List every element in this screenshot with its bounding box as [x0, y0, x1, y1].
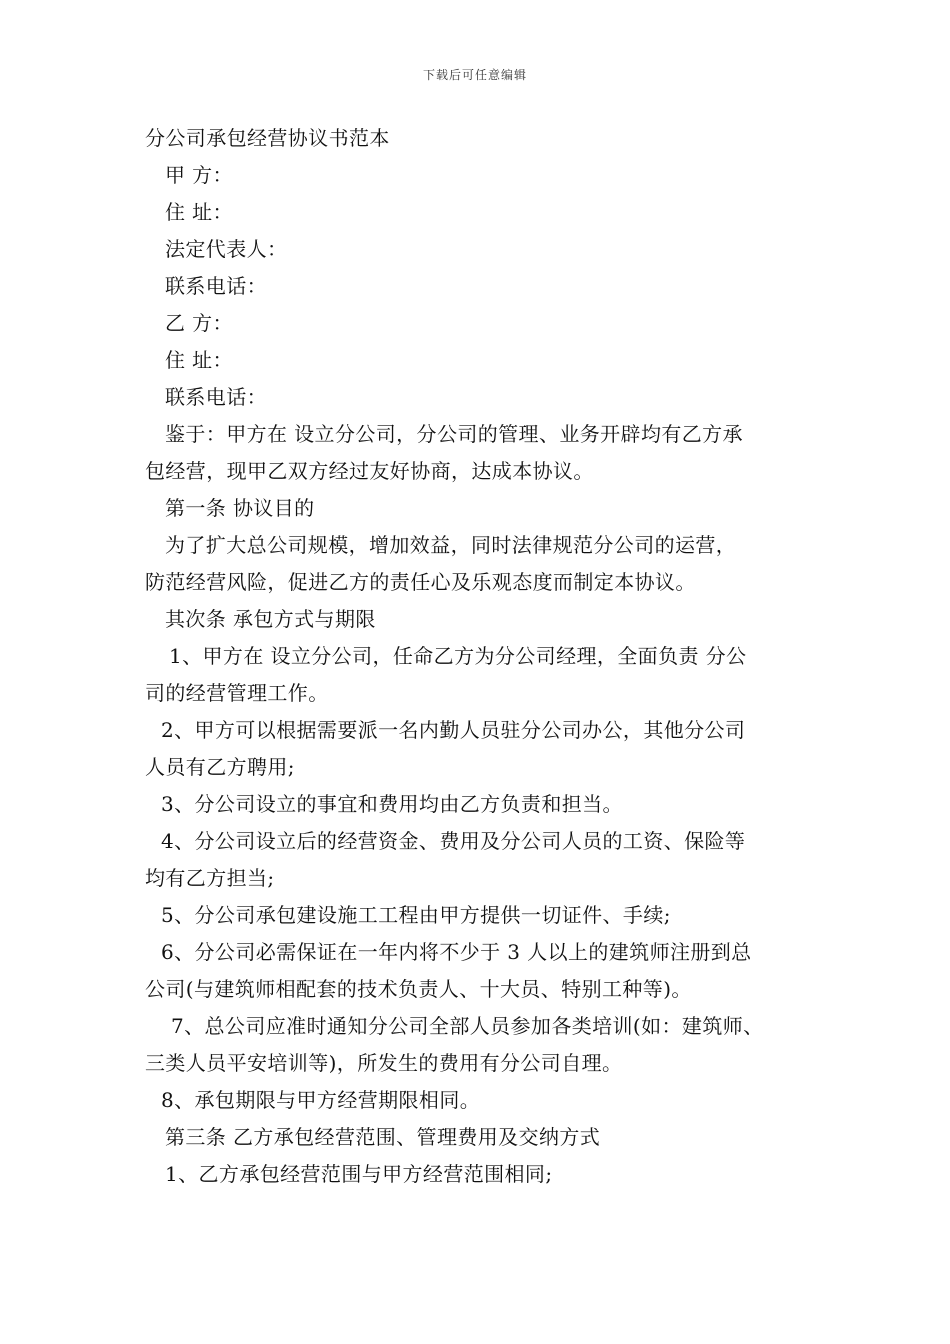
paragraph-line: 人员有乙方聘用; [145, 755, 295, 779]
paragraph-line: 三类人员平安培训等)，所发生的费用有分公司自理。 [145, 1051, 623, 1075]
paragraph-line: 公司(与建筑师相配套的技术负责人、十大员、特别工种等)。 [145, 977, 692, 1001]
paragraph-line: 为了扩大总公司规模，增加效益，同时法律规范分公司的运营， [165, 533, 737, 557]
party-b-phone: 联系电话： [165, 385, 267, 409]
legal-representative: 法定代表人： [165, 237, 288, 261]
clause-item: 8、承包期限与甲方经营期限相同。 [161, 1088, 481, 1112]
clause-item: 3、分公司设立的事宜和费用均由乙方负责和担当。 [161, 792, 623, 816]
party-b-label: 乙 方： [165, 311, 233, 335]
section-heading: 第一条 协议目的 [165, 496, 315, 520]
clause-item: 1、乙方承包经营范围与甲方经营范围相同; [165, 1162, 553, 1186]
clause-item: 2、甲方可以根据需要派一名内勤人员驻分公司办公，其他分公司 [161, 718, 746, 742]
clause-item: 7、总公司应准时通知分公司全部人员参加各类培训(如：建筑师、 [171, 1014, 764, 1038]
party-a-label: 甲 方： [165, 163, 233, 187]
section-heading: 第三条 乙方承包经营范围、管理费用及交纳方式 [165, 1125, 601, 1149]
paragraph-line: 司的经营管理工作。 [145, 681, 329, 705]
document-title: 分公司承包经营协议书范本 [145, 126, 390, 150]
section-heading: 其次条 承包方式与期限 [165, 607, 376, 631]
paragraph-line: 防范经营风险，促进乙方的责任心及乐观态度而制定本协议。 [145, 570, 696, 594]
clause-item: 6、分公司必需保证在一年内将不少于 3 人以上的建筑师注册到总 [161, 940, 752, 964]
clause-item: 1、甲方在 设立分公司，任命乙方为分公司经理，全面负责 分公 [169, 644, 747, 668]
paragraph-line: 均有乙方担当; [145, 866, 275, 890]
party-a-phone: 联系电话： [165, 274, 267, 298]
party-a-address: 住 址： [165, 200, 233, 224]
paragraph-line: 鉴于：甲方在 设立分公司，分公司的管理、业务开辟均有乙方承 [165, 422, 743, 446]
clause-item: 5、分公司承包建设施工工程由甲方提供一切证件、手续; [161, 903, 671, 927]
paragraph-line: 包经营，现甲乙双方经过友好协商，达成本协议。 [145, 459, 594, 483]
party-b-address: 住 址： [165, 348, 233, 372]
document-body [145, 120, 815, 1193]
clause-item: 4、分公司设立后的经营资金、费用及分公司人员的工资、保险等 [161, 829, 746, 853]
page-header: 下载后可任意编辑 [422, 68, 527, 82]
